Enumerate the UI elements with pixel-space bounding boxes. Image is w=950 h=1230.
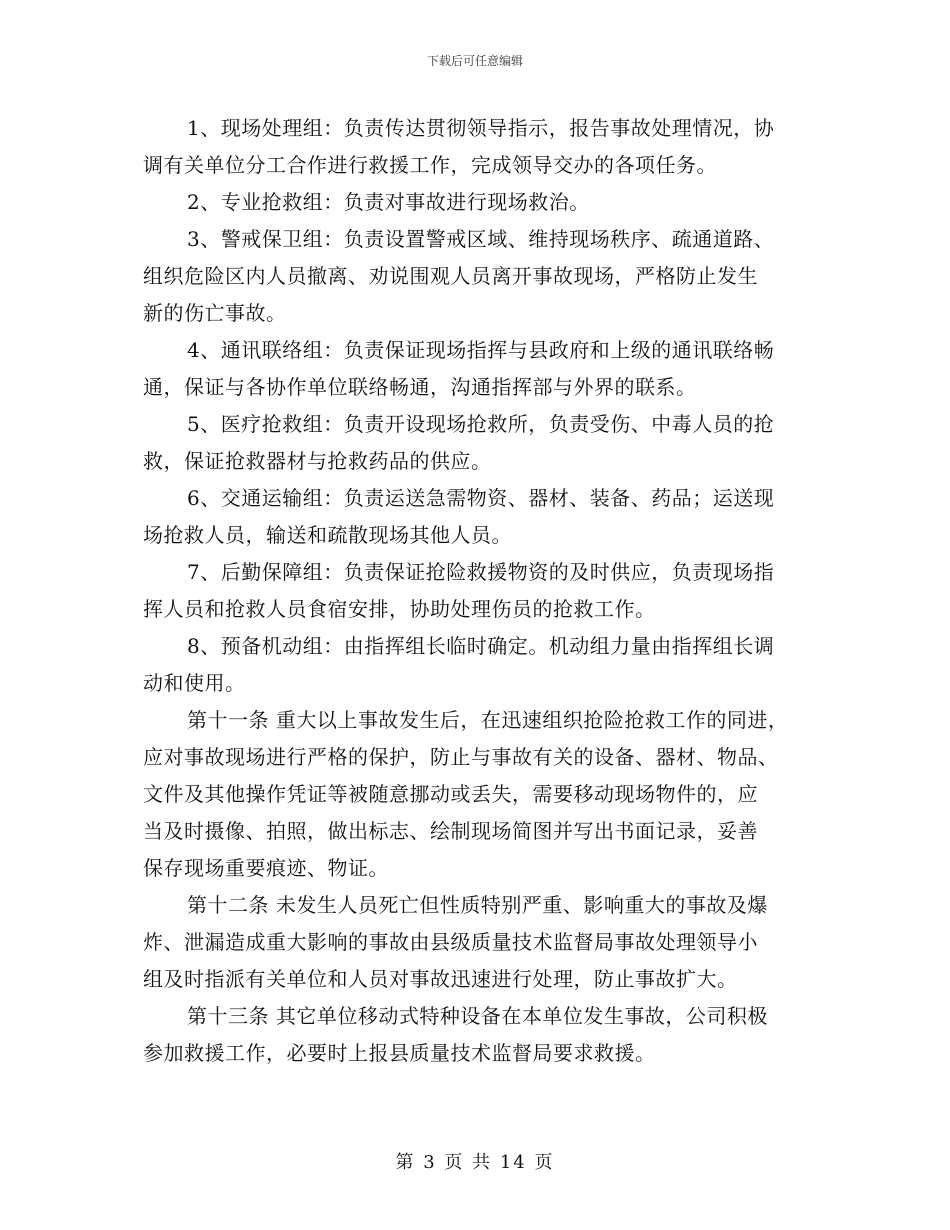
document-body (143, 110, 808, 1072)
text-line: 保存现场重要痕迹、物证。 (143, 856, 389, 880)
text-line: 组织危险区内人员撤离、劝说围观人员离开事故现场，严格防止发生 (143, 264, 758, 288)
text-line: 1、现场处理组：负责传达贯彻领导指示，报告事故处理情况，协 (187, 116, 775, 140)
text-line: 7、后勤保障组：负责保证抢险救援物资的及时供应，负责现场指 (187, 560, 775, 584)
paragraph-5 (143, 406, 808, 480)
text-line: 第十三条 其它单位移动式特种设备在本单位发生事故，公司积极 (187, 1004, 768, 1028)
text-line: 2、专业抢救组：负责对事故进行现场救治。 (187, 190, 590, 214)
text-line: 动和使用。 (143, 671, 246, 695)
text-line: 4、通讯联络组：负责保证现场指挥与县政府和上级的通讯联络畅 (187, 338, 775, 362)
text-line: 应对事故现场进行严格的保护，防止与事故有关的设备、器材、物品、 (143, 745, 779, 769)
text-line: 第十二条 未发生人员死亡但性质特别严重、影响重大的事故及爆 (187, 893, 768, 917)
paragraph-7 (143, 554, 808, 628)
text-line: 场抢救人员，输送和疏散现场其他人员。 (143, 523, 512, 547)
text-line: 组及时指派有关单位和人员对事故迅速进行处理，防止事故扩大。 (143, 967, 738, 991)
text-line: 挥人员和抢救人员食宿安排，协助处理伤员的抢救工作。 (143, 597, 656, 621)
text-line: 5、医疗抢救组：负责开设现场抢救所，负责受伤、中毒人员的抢 (187, 412, 775, 436)
text-line: 调有关单位分工合作进行救援工作，完成领导交办的各项任务。 (143, 153, 717, 177)
text-line: 新的伤亡事故。 (143, 301, 287, 325)
page-number: 第 3 页 共 14 页 (395, 1152, 555, 1173)
paragraph-8 (143, 628, 808, 702)
text-line: 3、警戒保卫组：负责设置警戒区域、维持现场秩序、疏通道路、 (187, 227, 775, 251)
paragraph-2 (143, 184, 808, 221)
text-line: 炸、泄漏造成重大影响的事故由县级质量技术监督局事故处理领导小 (143, 930, 758, 954)
text-line: 参加救援工作，必要时上报县质量技术监督局要求救援。 (143, 1041, 656, 1065)
paragraph-article-11 (143, 702, 808, 887)
paragraph-article-13 (143, 998, 808, 1072)
text-line: 通，保证与各协作单位联络畅通，沟通指挥部与外界的联系。 (143, 375, 697, 399)
text-line: 文件及其他操作凭证等被随意挪动或丢失，需要移动现场物件的，应 (143, 782, 758, 806)
text-line: 8、预备机动组：由指挥组长临时确定。机动组力量由指挥组长调 (187, 634, 775, 658)
paragraph-article-12 (143, 887, 808, 998)
text-line: 救，保证抢救器材与抢救药品的供应。 (143, 449, 492, 473)
text-line: 6、交通运输组：负责运送急需物资、器材、装备、药品；运送现 (187, 486, 775, 510)
paragraph-6 (143, 480, 808, 554)
text-line: 当及时摄像、拍照，做出标志、绘制现场简图并写出书面记录，妥善 (143, 819, 758, 843)
paragraph-4 (143, 332, 808, 406)
page-header-note: 下载后可任意编辑 (426, 54, 523, 68)
text-line: 第十一条 重大以上事故发生后，在迅速组织抢险抢救工作的同进， (187, 708, 789, 732)
paragraph-3 (143, 221, 808, 332)
paragraph-1 (143, 110, 808, 184)
